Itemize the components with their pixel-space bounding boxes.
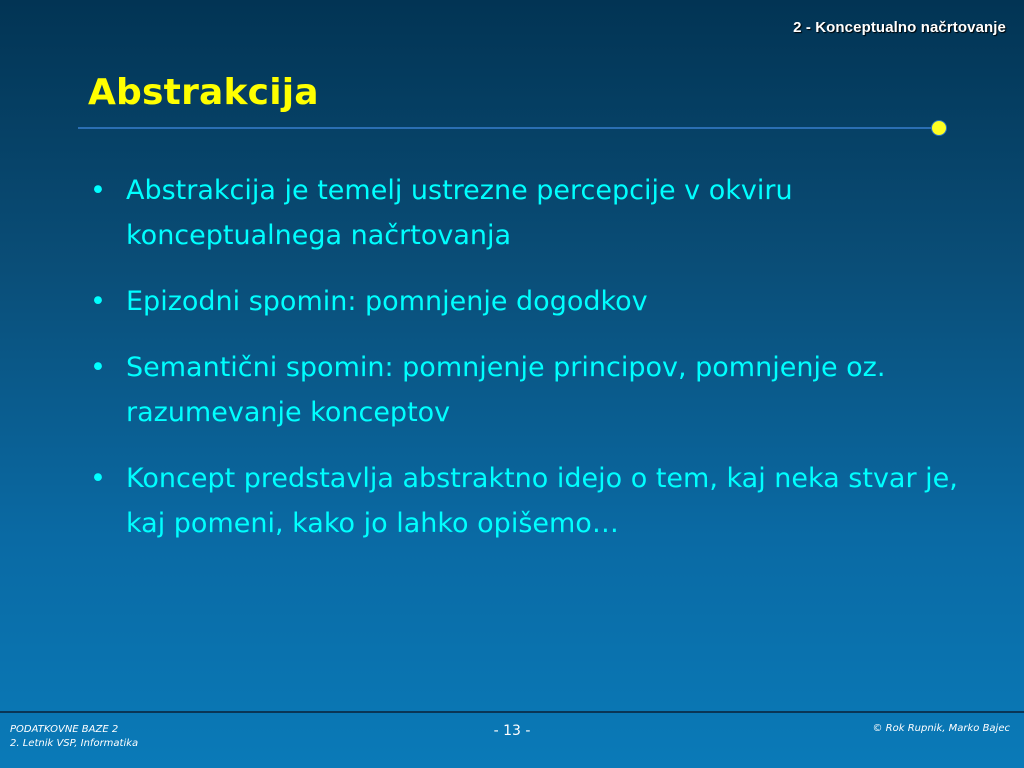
- title-underline-marker-icon: [931, 120, 947, 136]
- bullet-icon: •: [90, 286, 106, 317]
- bullet-icon: •: [90, 463, 106, 494]
- bullet-item: [88, 345, 958, 435]
- bullet-text: Abstrakcija je temelj ustrezne percepcije v okviru konceptualnega načrtovanja: [126, 175, 793, 251]
- bullet-item: [88, 456, 958, 546]
- footer-authors: © Rok Rupnik, Marko Bajec: [872, 723, 1010, 734]
- page-number: - 13 -: [493, 723, 531, 739]
- bullet-text: Semantični spomin: pomnjenje principov, pomnjenje oz. razumevanje konceptov: [126, 352, 886, 428]
- bullet-text: Koncept predstavlja abstraktno idejo o tem, kaj neka stvar je, kaj pomeni, kako jo lahko opišemo…: [126, 463, 958, 539]
- bullet-icon: •: [90, 352, 106, 383]
- footer-program: 2. Letnik VSP, Informatika: [10, 738, 139, 749]
- bullet-item: [88, 279, 958, 324]
- title-underline: [78, 127, 938, 129]
- bullet-icon: •: [90, 175, 106, 206]
- section-label: 2 - Konceptualno načrtovanje: [793, 19, 1006, 36]
- footer-course-name: PODATKOVNE BAZE 2: [10, 724, 119, 735]
- bullet-text: Epizodni spomin: pomnjenje dogodkov: [126, 286, 648, 317]
- bullet-item: [88, 168, 958, 258]
- footer-divider: [0, 711, 1024, 713]
- slide-title: Abstrakcija: [88, 72, 319, 113]
- bullet-list: [88, 168, 958, 567]
